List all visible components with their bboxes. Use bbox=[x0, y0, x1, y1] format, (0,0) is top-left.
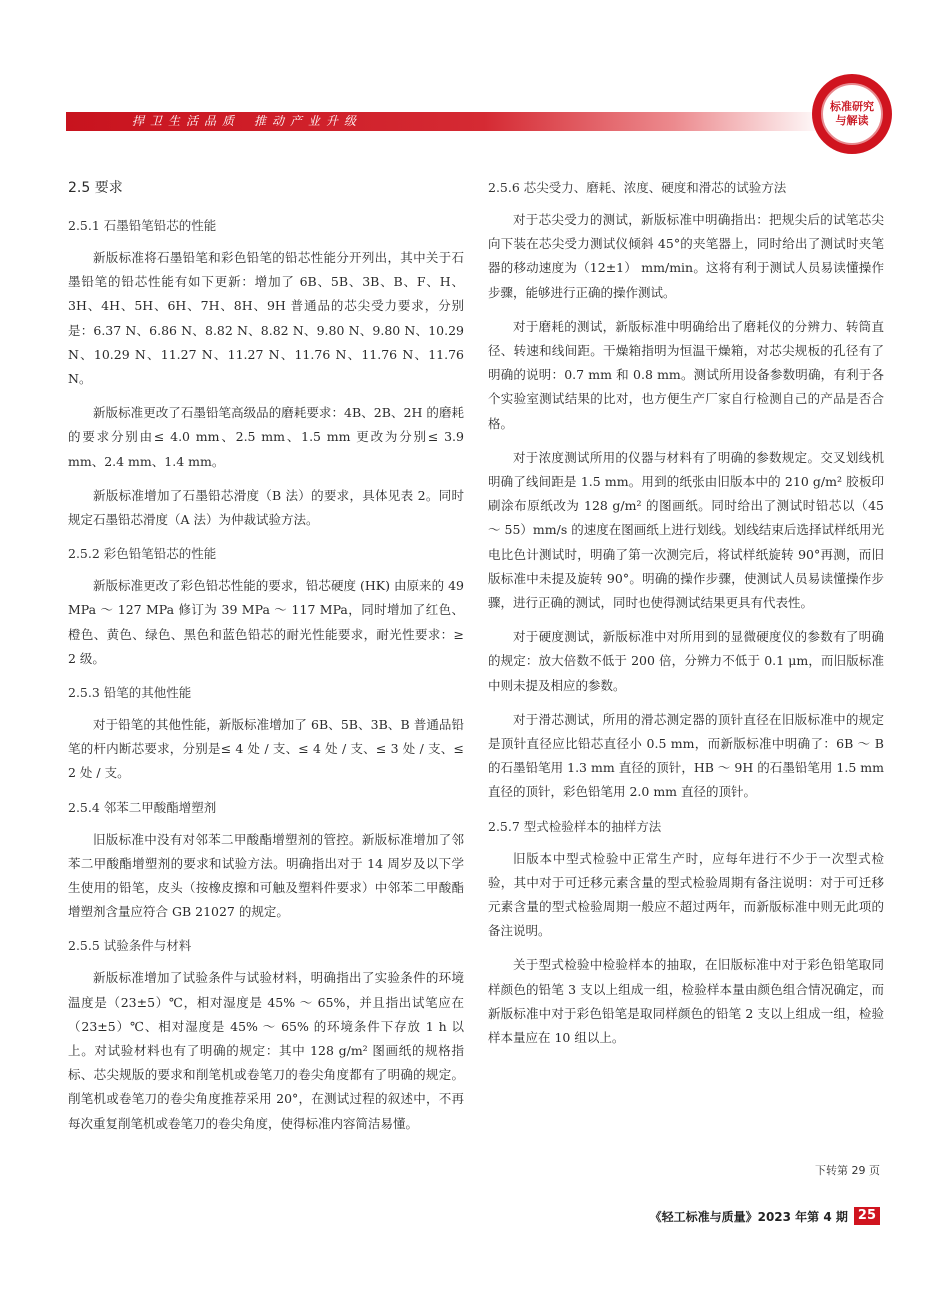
paragraph: 对于芯尖受力的测试，新版标准中明确指出：把规尖后的试笔芯尖向下装在芯尖受力测试仪倾斜 45°的夹笔器上，同时给出了测试时夹笔器的移动速度为（12±1） mm/min。这将有利于测试人员易读懂操作步骤，能够进行正确的操作测试。 bbox=[488, 212, 884, 300]
paragraph: 旧版标准中没有对邻苯二甲酸酯增塑剂的管控。新版标准增加了邻苯二甲酸酯增塑剂的要求和试验方法。明确指出对于 14 周岁及以下学生使用的铅笔，皮头（按橡皮擦和可触及塑料件要求）中邻苯二甲酸酯增塑剂含量应符合 GB 21027 的规定。 bbox=[68, 831, 464, 920]
subsection-heading: 2.5.4 邻苯二甲酸酯增塑剂 bbox=[68, 799, 217, 815]
page-footer bbox=[650, 1207, 880, 1225]
continue-note: 下转第 29 页 bbox=[815, 1164, 880, 1177]
header-slogan bbox=[132, 113, 362, 130]
seal-inner bbox=[821, 83, 883, 145]
paragraph: 对于磨耗的测试，新版标准中明确给出了磨耗仪的分辨力、转筒直径、转速和线间距。干燥箱指明为恒温干燥箱，对芯尖规板的孔径有了明确的说明：0.7 mm 和 0.8 mm。测试所用设备参数明确，有利于各个实验室测试结果的比对，也方便生产厂家自行检测自己的产品是否合格。 bbox=[488, 318, 884, 431]
slogan-part-1: 捍卫生活品质 bbox=[132, 114, 241, 128]
subsection-heading: 2.5.5 试验条件与材料 bbox=[68, 938, 192, 954]
section-title: 2.5 要求 bbox=[68, 180, 123, 196]
paragraph: 对于铅笔的其他性能，新版标准增加了 6B、5B、3B、B 普通品铅笔的杆内断芯要求，分别是≤ 4 处 / 支、≤ 4 处 / 支、≤ 3 处 / 支、≤ 2 处 / 支。 bbox=[68, 717, 464, 781]
paragraph: 新版标准增加了石墨铅芯滑度（B 法）的要求，具体见表 2。同时规定石墨铅芯滑度（A 法）为仲裁试验方法。 bbox=[68, 487, 464, 528]
subsection-heading: 2.5.7 型式检验样本的抽样方法 bbox=[488, 818, 662, 834]
seal-text-line-1: 标准研究 bbox=[830, 100, 874, 113]
subsection-heading: 2.5.1 石墨铅笔铅芯的性能 bbox=[68, 218, 217, 233]
subsection-heading: 2.5.6 芯尖受力、磨耗、浓度、硬度和滑芯的试验方法 bbox=[488, 180, 787, 195]
right-column bbox=[488, 176, 884, 1060]
seal-text-line-2: 与解读 bbox=[835, 114, 869, 127]
page-number: 25 bbox=[854, 1207, 880, 1225]
subsection-heading: 2.5.3 铅笔的其他性能 bbox=[68, 685, 192, 701]
paragraph: 对于滑芯测试，所用的滑芯测定器的顶针直径在旧版标准中的规定是顶针直径应比铅芯直径小 0.5 mm，而新版标准中明确了：6B ～ B 的石墨铅笔用 1.3 mm 直径的顶针，HB ～ 9H 的石墨铅笔用 1.5 mm 直径的顶针，彩色铅笔用 2.0 mm 直径的顶针。 bbox=[488, 711, 884, 800]
left-column bbox=[68, 176, 464, 1146]
journal-issue: 《轻工标准与质量》2023 年第 4 期 bbox=[649, 1209, 848, 1224]
paragraph: 关于型式检验中检验样本的抽取，在旧版标准中对于彩色铅笔取同样颜色的铅笔 3 支以上组成一组，检验样本量由颜色组合情况确定，而新版标准中对于彩色铅笔是取同样颜色的铅笔 2 支以上组成一组，检验样本量应在 10 组以上。 bbox=[488, 957, 884, 1046]
column-seal-logo bbox=[812, 74, 892, 154]
slogan-part-2: 推动产业升级 bbox=[254, 114, 363, 128]
paragraph: 对于硬度测试，新版标准中对所用到的显微硬度仪的参数有了明确的规定：放大倍数不低于 200 倍，分辨力不低于 0.1 μm，而旧版标准中则未提及相应的参数。 bbox=[488, 629, 884, 693]
paragraph: 新版标准更改了石墨铅笔高级品的磨耗要求：4B、2B、2H 的磨耗的要求分别由≤ 4.0 mm、2.5 mm、1.5 mm 更改为分别≤ 3.9 mm、2.4 mm、1.4 mm。 bbox=[68, 405, 464, 469]
paragraph: 新版标准更改了彩色铅芯性能的要求，铅芯硬度 (HK) 由原来的 49 MPa ～ 127 MPa 修订为 39 MPa ～ 117 MPa，同时增加了红色、橙色、黄色、绿色、黑色和蓝色铅芯的耐光性能要求，耐光性要求：≥ 2 级。 bbox=[68, 578, 464, 666]
paragraph: 对于浓度测试所用的仪器与材料有了明确的参数规定。交叉划线机明确了线间距是 1.5 mm。用到的纸张由旧版本中的 210 g/m² 胶板印刷涂布原纸改为 128 g/m² 的图画纸。同时给出了测试时铅芯以（45 ～ 55）mm/s 的速度在图画纸上进行划线。划线结束后选择试样纸用光电比色计测试时，明确了第一次测完后，将试样纸旋转 90°再测，而旧版标准中未提及旋转 90°。明确的操作步骤，使测试人员易读懂操作步骤，进行正确的测试，同时也使得测试结果更具有代表性。 bbox=[488, 449, 884, 611]
paragraph: 旧版本中型式检验中正常生产时，应每年进行不少于一次型式检验，其中对于可迁移元素含量的型式检验周期有备注说明：对于可迁移元素含量的型式检验周期一般应不超过两年，而新版标准中则无此项的备注说明。 bbox=[488, 850, 884, 939]
paragraph: 新版标准将石墨铅笔和彩色铅笔的铅芯性能分开列出，其中关于石墨铅笔的铅芯性能有如下更新：增加了 6B、5B、3B、B、F、H、3H、4H、5H、6H、7H、8H、9H 普通品的芯尖受力要求，分别是：6.37 N、6.86 N、8.82 N、8.82 N、9.80 N、9.80 N、10.29 N、10.29 N、11.27 N、11.27 N、11.76 N、11.76 N、11.76 N。 bbox=[68, 250, 464, 387]
paragraph: 新版标准增加了试验条件与试验材料，明确指出了实验条件的环境温度是（23±5）℃，相对湿度是 45% ～ 65%，并且指出试笔应在（23±5）℃、相对湿度是 45% ～ 65% 的环境条件下存放 1 h 以上。对试验材料也有了明确的规定：其中 128 g/m² 图画纸的规格指标、芯尖规版的要求和削笔机或卷笔刀的卷尖角度都有了明确的规定。削笔机或卷笔刀的卷尖角度推荐采用 20°，在测试过程的叙述中，不再每次重复削笔机或卷笔刀的卷尖角度，使得标准内容简洁易懂。 bbox=[68, 970, 464, 1131]
subsection-heading: 2.5.2 彩色铅笔铅芯的性能 bbox=[68, 546, 217, 562]
